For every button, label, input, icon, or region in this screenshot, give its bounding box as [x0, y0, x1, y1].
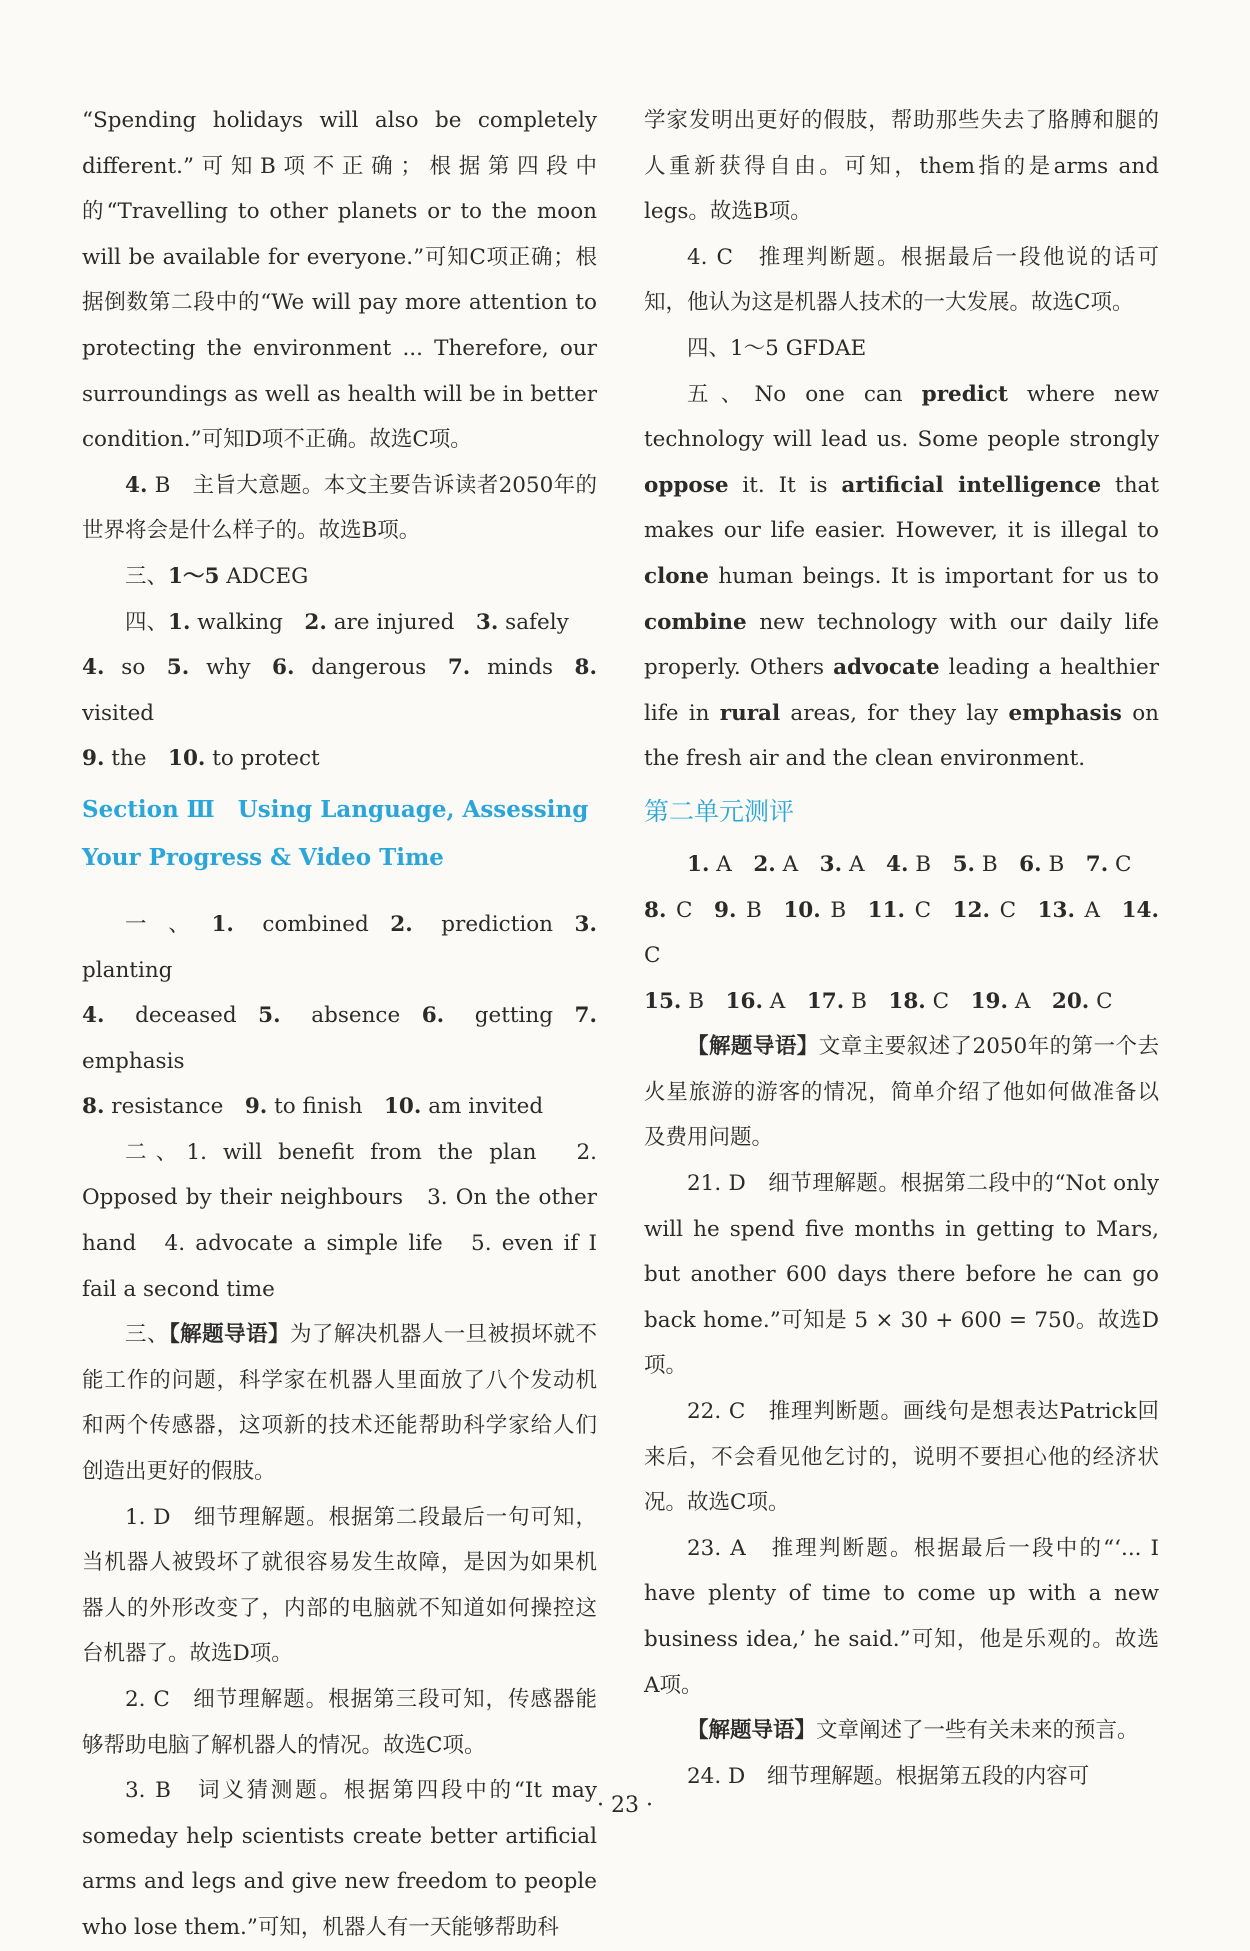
- answer-item: [886, 852, 931, 877]
- item-number: 17.: [806, 988, 845, 1014]
- fill-line-2: [82, 645, 597, 736]
- text-run: it. It is: [728, 472, 842, 498]
- right-para-3: 四、1～5 GFDAE: [687, 335, 867, 361]
- answer-item: [448, 655, 553, 680]
- text-run: 五、No one can: [687, 381, 922, 407]
- item-value: B: [975, 851, 998, 877]
- item-number: 7.: [1085, 851, 1109, 877]
- guide-text: 为了解决机器人一旦被损坏就不能工作的问题，科学家在机器人里面放了八个发动机和两个传感器，这项新的技术还能帮助科学家给人们创造出更好的假肢。: [82, 1322, 597, 1485]
- answer-items: [644, 989, 1113, 1014]
- item-number: 1.: [168, 609, 191, 635]
- item-value: A: [709, 851, 732, 877]
- section-prefix: 四、: [125, 609, 169, 635]
- item-number: 12.: [952, 897, 990, 923]
- section-prefix: 一、: [125, 911, 212, 937]
- answer-23: 23. A 推理判断题。根据最后一段中的“‘... I have plenty of time to come up with a new business idea,’ he said.”可知，他是乐观的。故选A项。: [644, 1535, 1159, 1698]
- answer-item: [687, 852, 732, 877]
- answer-item: [807, 989, 867, 1014]
- text-run: on the fresh air and the clean environment.: [644, 700, 1159, 772]
- item-number: 9.: [244, 1094, 268, 1120]
- answer-item: [211, 912, 368, 937]
- item-value: deceased: [104, 1003, 237, 1029]
- item-number: 6.: [421, 1003, 445, 1029]
- answer-21: 21. D 细节理解题。根据第二段中的“Not only will he spend five months in getting to Mars, but another 600 days there before he can go back home.”可知是 5 × 30 + 600 = 750。故选D项。: [644, 1171, 1159, 1379]
- answer-item: [953, 852, 998, 877]
- answer-items: [687, 852, 1132, 877]
- answer-item: [304, 610, 454, 635]
- item-value: absence: [280, 1003, 401, 1029]
- answer-1: 1. D 细节理解题。根据第二段最后一句可知，当机器人被毁坏了就很容易发生故障，是因为如果机器人的外形改变了，内部的电脑就不知道如何操控这台机器了。故选D项。: [82, 1504, 597, 1667]
- column-divider: [623, 90, 624, 1770]
- item-value: visited: [82, 700, 155, 726]
- answer-item: [82, 1003, 237, 1028]
- item-value: A: [775, 851, 799, 877]
- item-value: safely: [498, 609, 569, 635]
- left-para-1: “Spending holidays will also be completely different.”可知B项不正确；根据第四段中的“Travelling to other planets or to the moon will be available for everyone.”可知C项正确；根据倒数第二段中的“We will pay more attention to protecting the environment ... Therefore, our surroundings as well as health will be in better condition.”可知D项不正确。故选C项。: [82, 108, 597, 453]
- answer-22: 22. C 推理判断题。画线句是想表达Patrick回来后，不会看见他乞讨的，说明不要担心他的经济状况。故选C项。: [644, 1399, 1159, 1516]
- answer-items: [168, 610, 569, 635]
- item-value: B: [908, 851, 932, 877]
- answer-item: [82, 655, 145, 680]
- answer-items: [82, 746, 320, 771]
- keyword: oppose: [644, 472, 729, 498]
- keyword: artificial intelligence: [841, 472, 1102, 498]
- text-run: leading a healthier life in: [644, 655, 1159, 726]
- q1-line-3: [82, 1084, 597, 1130]
- answer-item: [476, 610, 569, 635]
- answer-item: [272, 655, 426, 680]
- answer-item: [1019, 852, 1064, 877]
- guide-label: 【解题导语】: [687, 1718, 817, 1744]
- item-number: 2.: [304, 609, 327, 635]
- answer-item: [644, 989, 704, 1014]
- answer-2: 2. C 细节理解题。根据第三段可知，传感器能够帮助电脑了解机器人的情况。故选C项。: [82, 1687, 597, 1758]
- item-number: 9.: [714, 897, 737, 923]
- item-value: to finish: [267, 1094, 363, 1120]
- guide-label: 【解题导语】: [168, 1322, 290, 1348]
- item-number: 16.: [725, 988, 763, 1014]
- answer-item: [245, 1094, 363, 1119]
- item-number: 2.: [390, 911, 413, 937]
- item-value: combined: [233, 911, 369, 937]
- item-number: 2.: [753, 851, 776, 877]
- item-number: 11.: [867, 897, 906, 923]
- q2-para: 二、1. will benefit from the plan 2. Opposed by their neighbours 3. On the other hand 4. advocate a simple life 5. even if I fail a second time: [82, 1139, 597, 1302]
- section-title-line-1: Section Ⅲ Using Language, Assessing: [82, 795, 589, 823]
- left-column: [82, 98, 597, 1951]
- answer-item: [953, 898, 1016, 923]
- answer-item: [868, 898, 931, 923]
- item-value: so: [104, 655, 146, 681]
- answer-24: 24. D 细节理解题。根据第五段的内容可: [687, 1763, 1090, 1789]
- item-value: A: [1007, 988, 1031, 1014]
- item-number: 3.: [819, 851, 843, 877]
- item-number: 4.: [82, 1003, 105, 1029]
- answer-items: [82, 1094, 543, 1119]
- item-number: 7.: [447, 655, 471, 681]
- answer-item: [644, 898, 693, 923]
- answer-item: [384, 1094, 543, 1119]
- item-value: C: [666, 897, 693, 923]
- left-para-3: [82, 554, 597, 600]
- item-number: 5.: [166, 655, 190, 681]
- answer-item: [168, 746, 320, 771]
- answer-item: [258, 1003, 400, 1028]
- item-number: 13.: [1037, 897, 1075, 923]
- text-run: human beings. It is important for us to: [708, 563, 1159, 589]
- item-number: 9.: [82, 746, 105, 772]
- item-value: why: [189, 655, 251, 681]
- item-value: C: [1108, 851, 1132, 877]
- item-number: 10.: [383, 1094, 422, 1120]
- answer-item: [783, 898, 846, 923]
- fill-line-1: [82, 600, 597, 646]
- item-value: emphasis: [82, 1048, 185, 1074]
- item-value: are injured: [326, 609, 455, 635]
- answer-item: [422, 1003, 553, 1028]
- answer-item: [168, 610, 283, 635]
- answer-item: [726, 989, 786, 1014]
- text-run: that makes our life easier. However, it is illegal to: [644, 472, 1159, 544]
- item-value: C: [1089, 988, 1113, 1014]
- answer-item: [1052, 989, 1113, 1014]
- right-para-2: 4. C 推理判断题。根据最后一段他说的话可知，他认为这是机器人技术的一大发展。故选C项。: [644, 244, 1159, 316]
- fill-line-3: [82, 736, 597, 782]
- item-value: prediction: [412, 911, 554, 937]
- answer-item: [390, 912, 553, 937]
- item-value: B: [681, 988, 705, 1014]
- keyword: rural: [719, 700, 781, 726]
- answer-item: [1086, 852, 1132, 877]
- item-number: 3.: [574, 911, 597, 937]
- answer-text: B 主旨大意题。本文主要告诉读者2050年的世界将会是什么样子的。故选B项。: [82, 472, 597, 544]
- section-prefix: 三、: [125, 1322, 169, 1348]
- item-value: A: [762, 988, 786, 1014]
- answer-item: [82, 746, 147, 771]
- left-para-2: [82, 463, 597, 554]
- item-number: 6.: [1019, 851, 1042, 877]
- keyword: emphasis: [1008, 700, 1122, 726]
- item-number: 8.: [82, 1094, 105, 1120]
- text-run: new technology with our daily life properly. Others: [644, 609, 1159, 681]
- answer-items: [82, 655, 597, 726]
- item-number: 1.: [211, 911, 234, 937]
- item-value: B: [736, 897, 762, 923]
- answer-item: [971, 989, 1031, 1014]
- unit-answers-line-1: [644, 842, 1159, 888]
- item-number: 4.: [885, 851, 909, 877]
- item-value: B: [1041, 851, 1065, 877]
- answer-items: [82, 1003, 597, 1074]
- item-number: 4.: [82, 655, 105, 681]
- item-number: 18.: [888, 988, 926, 1014]
- item-value: getting: [444, 1003, 554, 1029]
- text-run: where new technology will lead us. Some people strongly: [644, 381, 1160, 453]
- answer-item: [753, 852, 798, 877]
- item-value: C: [990, 897, 1017, 923]
- item-number: 15.: [644, 988, 682, 1014]
- keyword: predict: [921, 381, 1008, 407]
- item-number: 5.: [952, 851, 976, 877]
- unit-title: 第二单元测评: [644, 796, 795, 826]
- item-number: 10.: [168, 746, 206, 772]
- right-para-1: 学家发明出更好的假肢，帮助那些失去了胳膊和腿的人重新获得自由。可知，them指的是arms and legs。故选B项。: [644, 108, 1159, 225]
- answer-item: [820, 852, 865, 877]
- item-number: 10.: [783, 897, 821, 923]
- guide-label: 【解题导语】: [687, 1034, 819, 1060]
- item-value: the: [104, 746, 147, 772]
- item-value: walking: [190, 609, 283, 635]
- guide-1: [644, 1024, 1159, 1161]
- item-number: 6.: [272, 655, 295, 681]
- item-number: 5.: [258, 1003, 281, 1029]
- keyword: combine: [644, 609, 747, 635]
- item-value: minds: [470, 655, 554, 681]
- item-value: B: [844, 988, 867, 1014]
- item-value: C: [644, 943, 661, 969]
- item-value: C: [925, 988, 950, 1014]
- item-number: 8.: [574, 655, 597, 681]
- answer-3: 3. B 词义猜测题。根据第四段中的“It may someday help scientists create better artificial arms and legs and give new freedom to people who lose them.”可知，机器人有一天能够帮助科: [82, 1778, 597, 1940]
- guide-2: [644, 1708, 1159, 1754]
- item-value: A: [1074, 897, 1101, 923]
- question-number: 4.: [125, 472, 148, 498]
- keyword: clone: [644, 563, 709, 589]
- q1-line-2: [82, 993, 597, 1084]
- item-number: 20.: [1051, 988, 1090, 1014]
- item-number: 1.: [687, 851, 710, 877]
- answer-text: ADCEG: [219, 563, 309, 589]
- answer-item: [888, 989, 949, 1014]
- answer-item: [1038, 898, 1101, 923]
- item-value: resistance: [104, 1094, 224, 1120]
- guide-text: 文章主要叙述了2050年的第一个去火星旅游的游客的情况，简单介绍了他如何做准备以及费用问题。: [644, 1034, 1159, 1151]
- item-value: to protect: [205, 746, 320, 772]
- text-run: areas, for they lay: [780, 700, 1009, 726]
- guide-text: 文章阐述了一些有关未来的预言。: [816, 1718, 1139, 1744]
- page-number: · 23 ·: [597, 1793, 653, 1818]
- item-number: 7.: [574, 1003, 597, 1029]
- q3-para: [82, 1312, 597, 1494]
- item-value: dangerous: [294, 655, 427, 681]
- right-column: [644, 98, 1159, 1799]
- section-prefix: 三、: [125, 563, 169, 589]
- item-value: C: [905, 897, 932, 923]
- answer-item: [714, 898, 762, 923]
- item-number: 19.: [970, 988, 1008, 1014]
- item-number: 8.: [644, 897, 667, 923]
- item-number: 14.: [1121, 897, 1159, 923]
- section-title-line-2: Your Progress & Video Time: [82, 843, 444, 871]
- item-number: 3.: [475, 609, 499, 635]
- answer-range: 1～5: [168, 563, 220, 589]
- unit-answers-line-3: [644, 979, 1159, 1025]
- item-value: am invited: [421, 1094, 544, 1120]
- unit-answers-line-2: [644, 888, 1159, 979]
- keyword: advocate: [833, 655, 940, 681]
- answer-item: [167, 655, 251, 680]
- right-para-4: [644, 372, 1159, 782]
- answer-items: [644, 898, 1159, 969]
- item-value: planting: [82, 957, 173, 983]
- q1-line-1: [82, 902, 597, 993]
- item-value: B: [820, 897, 847, 923]
- item-value: A: [842, 851, 865, 877]
- answer-item: [82, 1094, 223, 1119]
- section-heading: [82, 786, 597, 882]
